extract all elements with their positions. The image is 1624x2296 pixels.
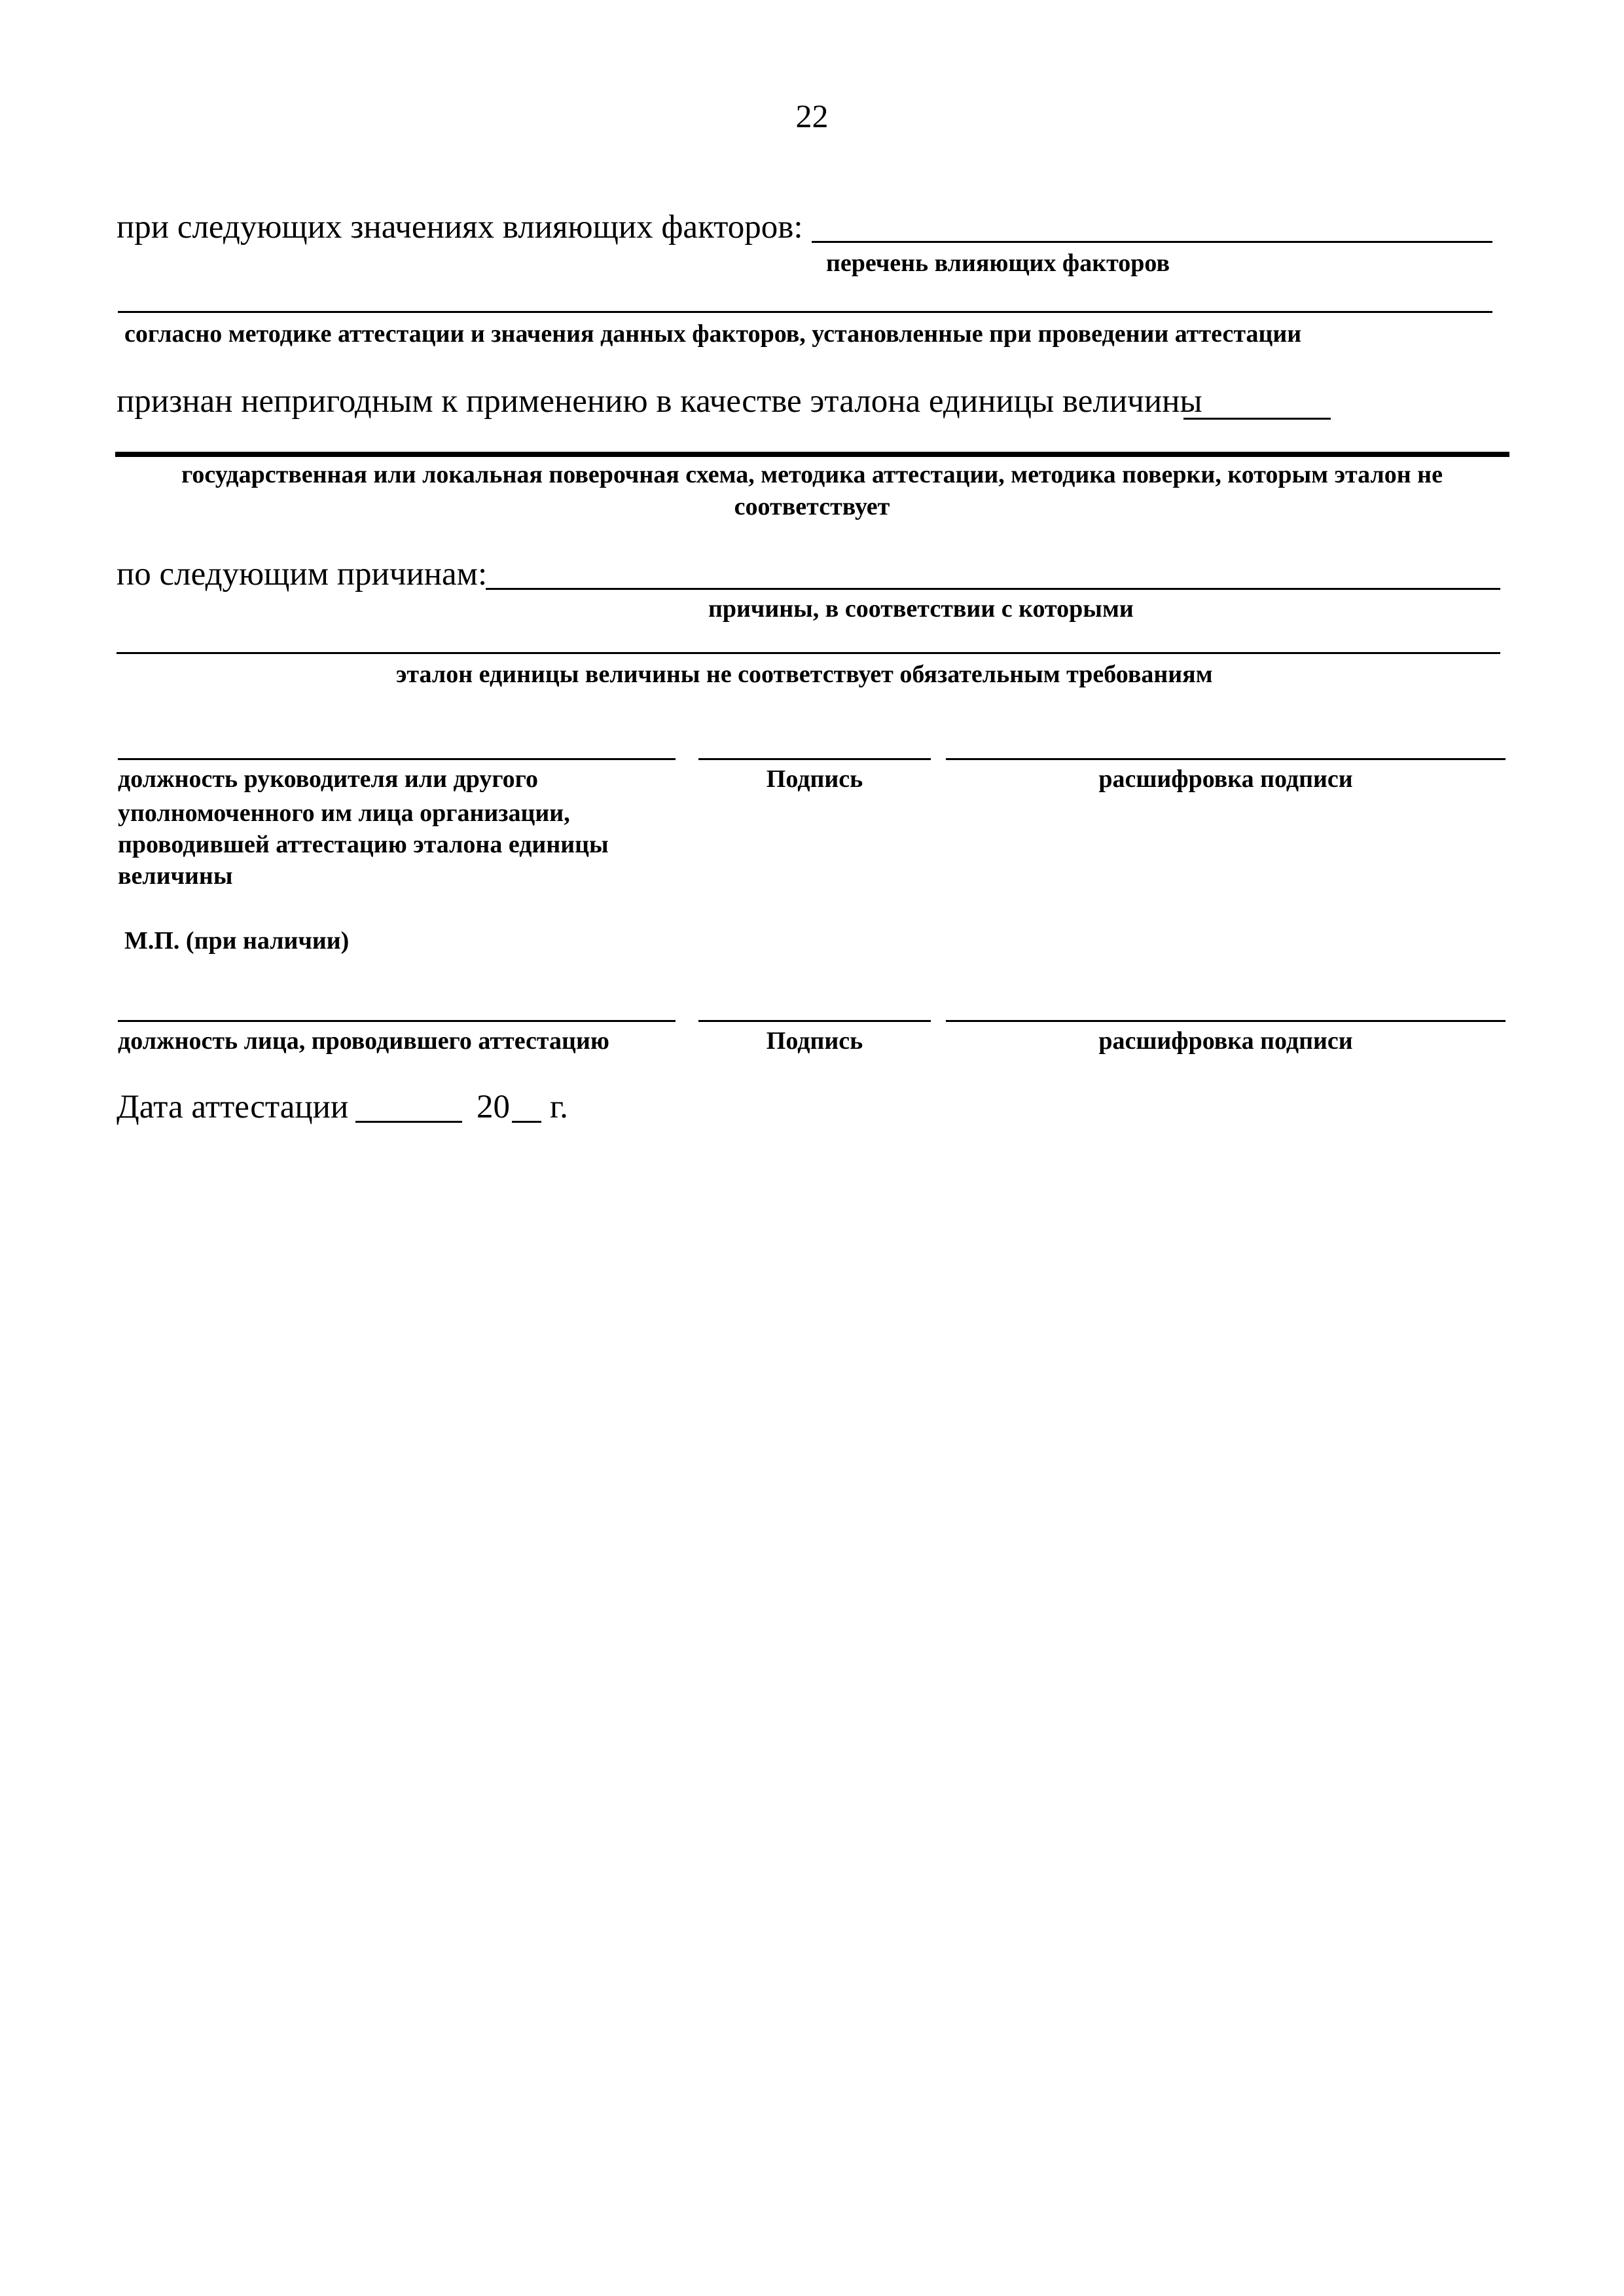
signature-line-2: [698, 1020, 931, 1022]
factors-fill-line-2: [118, 311, 1492, 313]
date-year-suffix: г.: [550, 1089, 568, 1125]
factors-caption-2: согласно методике аттестации и значения данных факторов, установленные при проведении аттестации: [124, 320, 1302, 348]
position-line-2: [118, 1020, 676, 1022]
unfit-caption-1: государственная или локальная поверочная схема, методика аттестации, методика поверки, которым эталон не: [181, 461, 1443, 488]
reasons-fill-line-2: [117, 652, 1500, 654]
date-year-prefix: 20: [477, 1089, 510, 1125]
reasons-caption-2: эталон единицы величины не соответствует обязательным требованиям: [396, 661, 1213, 688]
position-caption-2: должность лица, проводившего аттестацию: [118, 1027, 609, 1055]
decode-line-2: [946, 1020, 1506, 1022]
factors-caption-1: перечень влияющих факторов: [826, 249, 1170, 277]
date-year-line: [512, 1121, 541, 1123]
page-number: 22: [795, 98, 829, 134]
seal-note: М.П. (при наличии): [124, 927, 350, 955]
decode-caption-2: расшифровка подписи: [1098, 1027, 1353, 1055]
reasons-fill-line: [486, 588, 1500, 590]
date-label: Дата аттестации: [117, 1089, 349, 1125]
position-caption-line-3: проводившей аттестацию эталона единицы: [118, 831, 609, 858]
reasons-label: по следующим причинам:: [117, 556, 488, 592]
unfit-caption-2: соответствует: [734, 493, 890, 520]
decode-line-1: [946, 758, 1506, 760]
position-line-1: [118, 758, 676, 760]
signature-caption-1: Подпись: [766, 765, 863, 793]
position-caption-line-1: должность руководителя или другого: [118, 765, 538, 793]
factors-label: при следующих значениях влияющих факторов:: [117, 209, 803, 246]
unfit-thick-line: [115, 452, 1509, 457]
unfit-label: признан непригодным к применению в качестве эталона единицы величины: [117, 383, 1202, 420]
decode-caption-1: расшифровка подписи: [1098, 765, 1353, 793]
position-caption-line-4: величины: [118, 862, 233, 890]
signature-caption-2: Подпись: [766, 1027, 863, 1055]
reasons-caption-1: причины, в соответствии с которыми: [708, 595, 1134, 623]
unfit-fill-line: [1183, 418, 1331, 420]
factors-fill-line: [812, 241, 1492, 243]
date-day-line: [355, 1121, 462, 1123]
position-caption-line-2: уполномоченного им лица организации,: [118, 799, 570, 827]
signature-line-1: [698, 758, 931, 760]
